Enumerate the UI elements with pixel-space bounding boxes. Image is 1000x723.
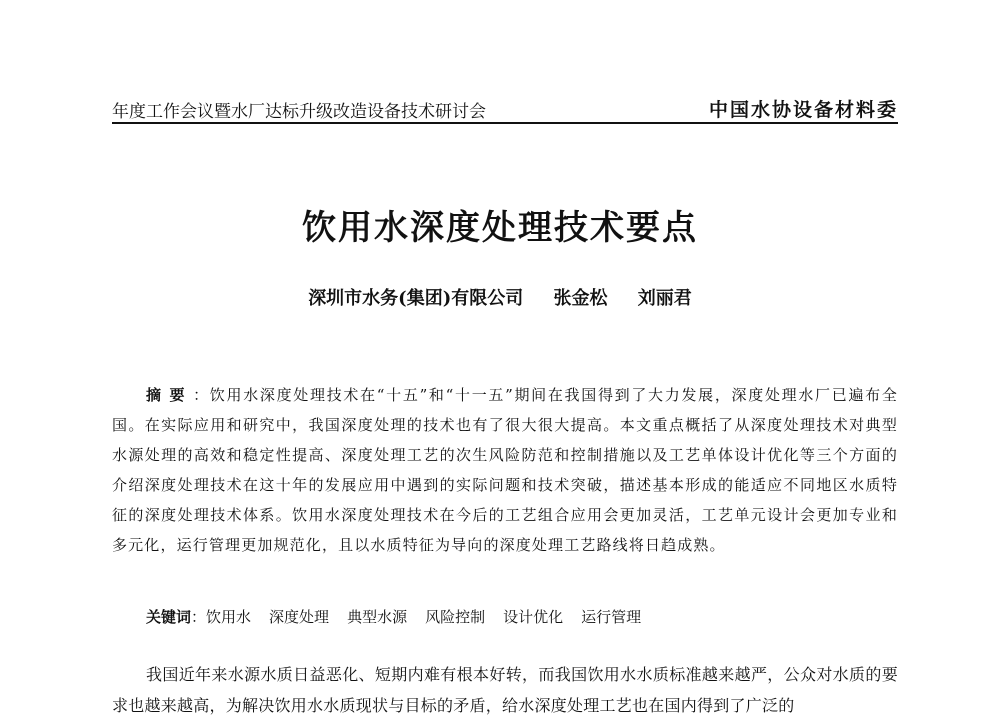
body-paragraph: 我国近年来水源水质日益恶化、短期内难有根本好转，而我国饮用水水质标准越来越严，公众对水质的要求也越来越高，为解决饮用水水质现状与目标的矛盾，给水深度处理工艺也在国内得到了广泛的 xyxy=(112,665,898,715)
keyword: 典型水源 xyxy=(347,608,408,626)
byline xyxy=(0,284,1000,310)
keywords-colon: ： xyxy=(191,608,207,626)
author-name: 张金松 xyxy=(553,288,608,309)
abstract xyxy=(112,380,898,560)
header-organization: 中国水协设备材料委 xyxy=(708,99,898,121)
keyword: 运行管理 xyxy=(581,608,642,626)
running-header xyxy=(112,96,898,124)
abstract-label: 摘要 xyxy=(146,386,194,404)
keyword: 深度处理 xyxy=(269,608,330,626)
keyword: 风险控制 xyxy=(425,608,486,626)
author-name: 刘丽君 xyxy=(637,288,692,309)
abstract-text: ：饮用水深度处理技术在“十五”和“十一五”期间在我国得到了大力发展，深度处理水厂已遍布全国。在实际应用和研究中，我国深度处理的技术也有了很大很大提高。本文重点概括了从深度处理技术对典型水源处理的高效和稳定性提高、深度处理工艺的次生风险防范和控制措施以及工艺单体设计优化等三个方面的介绍深度处理技术在这十年的发展应用中遇到的实际问题和技术突破，描述基本形成的能适应不同地区水质特征的深度处理技术体系。饮用水深度处理技术在今后的工艺组合应用会更加灵活，工艺单元设计会更加专业和多元化，运行管理更加规范化，且以水质特征为导向的深度处理工艺路线将日趋成熟。 xyxy=(112,386,898,554)
keywords-label: 关键词 xyxy=(146,608,192,626)
keyword: 饮用水 xyxy=(206,608,252,626)
author-affiliation: 深圳市水务(集团)有限公司 xyxy=(308,288,524,309)
paper-title: 饮用水深度处理技术要点 xyxy=(302,208,698,248)
keywords xyxy=(146,602,898,632)
keyword: 设计优化 xyxy=(503,608,564,626)
header-conference-name: 年度工作会议暨水厂达标升级改造设备技术研讨会 xyxy=(112,102,486,122)
